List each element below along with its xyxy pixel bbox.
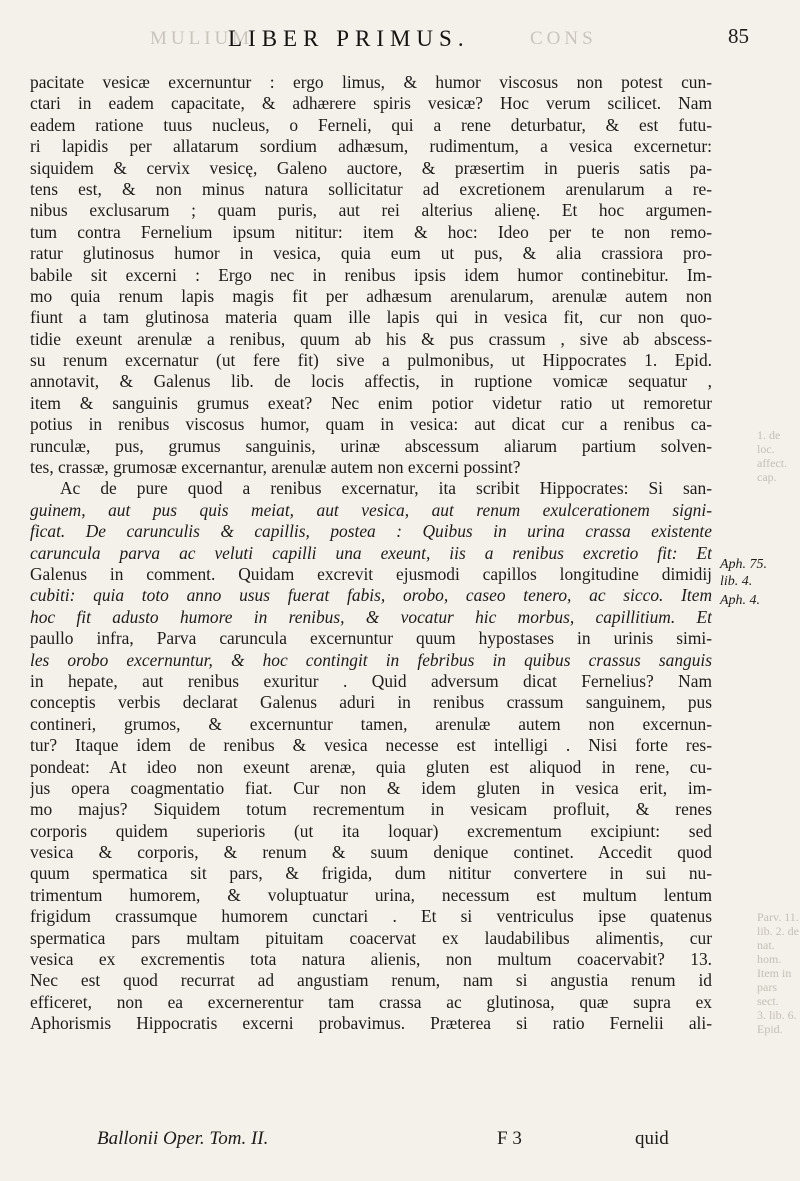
text-line: spermatica pars multam pituitam coacervat ex laudabilibus alimentis, cur [30, 927, 712, 948]
margin-note: lib. 4. [720, 574, 753, 589]
text-line: eadem ratione tuus nucleus, o Ferneli, qui a rene deturbatur, & est futu- [30, 114, 712, 135]
text-line: trimentum humorem, & voluptuatur urina, necessum est multum lentum [30, 884, 712, 905]
bleed-through-header-left: MULIUM [150, 28, 254, 49]
text-line: ri lapidis per allatarum sordium adhæsum, rudimentum, a vesica excernetur: [30, 136, 712, 157]
text-line: vesica ex excrementis tota natura alienis, non multum coacervabit? 13. [30, 949, 712, 970]
text-line: jus opera coagmentatio fiat. Cur non & idem gluten in vesica erit, im- [30, 777, 712, 798]
text-line: pondeat: At ideo non exeunt arenæ, quia gluten est aliquod in rene, cu- [30, 756, 712, 777]
text-line: efficeret, non ea excernerentur tam crassa ac glutinosa, quæ supra ex [30, 991, 712, 1012]
text-line: contineri, grumos, & excernuntur tamen, arenulæ autem non excernun- [30, 713, 712, 734]
marginal-notes [720, 556, 798, 609]
text-line: corporis quidem superioris (ut ita loquar) excrementum excipiunt: sed [30, 820, 712, 841]
text-line: siquidem & cervix vesicę, Galeno auctore, & præsertim in pueris satis pa- [30, 157, 712, 178]
text-line: babile sit excerni : Ergo nec in renibus ipsis idem humor continebitur. Im- [30, 264, 712, 285]
margin-note: Aph. 75. [720, 557, 768, 572]
text-line: runculæ, pus, grumus sanguinis, urinæ abscessum aliarum partium solven- [30, 435, 712, 456]
page-footer [97, 1128, 697, 1154]
text-line: in hepate, aut renibus exuritur . Quid adversum dicat Fernelius? Nam [30, 670, 712, 691]
text-line: ficat. De carunculis & capillis, postea : Quibus in urina crassa existente [30, 521, 712, 542]
text-line: caruncula parva ac veluti capilli una exeunt, iis a renibus excretio fit: Et [30, 542, 712, 563]
text-line: conceptis verbis declarat Galenus aduri in renibus crassum sanguinem, pus [30, 692, 712, 713]
text-line: pacitate vesicæ excernuntur : ergo limus, & humor viscosus non potest cun- [30, 72, 712, 92]
text-line: Galenus in comment. Quidam excrevit ejusmodi capillos longitudine dimidij [30, 563, 712, 584]
text-line: guinem, aut pus quis meiat, aut vesica, aut renum exulcerationem signi- [30, 499, 712, 520]
bleed-through-header-right: CONS [530, 28, 597, 49]
text-line: nibus exclusarum ; quam puris, aut rei alterius alienę. Et hoc argumen- [30, 200, 712, 221]
text-line: cubiti: quia toto anno usus fuerat fabis, orobo, caseo tenero, ac sicco. Item [30, 585, 712, 606]
text-line: mo majus? Siquidem totum recrementum in vesicam profluit, & renes [30, 799, 712, 820]
text-line: tidie exeunt arenulæ a renibus, quum ab his & pus crassum , sive ab abscess- [30, 328, 712, 349]
text-line: potius in renibus viscosus humor, quam in vesica: aut dicat cur a renibus ca- [30, 414, 712, 435]
text-line: quum spermatica sit pars, & frigida, dum nititur convertere in sui nu- [30, 863, 712, 884]
text-line: Ac de pure quod a renibus excernatur, ita scribit Hippocrates: Si san- [60, 478, 712, 499]
footer-signature: Ballonii Oper. Tom. II. [97, 1128, 269, 1149]
margin-note: Aph. 4. [720, 593, 761, 608]
text-line: tes, crassæ, grumosæ excernantur, arenulæ autem non excerni possint? [30, 457, 521, 478]
text-line: Nec est quod recurrat ad angustiam renum, nam si angustia renum id [30, 970, 712, 991]
text-line: hoc fit adusto humore in renibus, & vocatur hic morbus, capillitium. Et [30, 606, 712, 627]
text-line: su renum excernatur (ut fere fit) sive a pulmonibus, ut Hippocrates 1. Epid. [30, 350, 712, 371]
bleed-through-note-top: 1. de loc. affect. cap. [757, 428, 788, 484]
signature-mark: F 3 [497, 1128, 522, 1149]
text-line: ctari in eadem capacitate, & adhærere spiris vesicæ? Hoc verum scilicet. Nam [30, 93, 712, 114]
text-line: les orobo excernuntur, & hoc contingit in febribus in quibus crassus sanguis [30, 649, 712, 670]
text-line: Aphorismis Hippocratis excerni probavimus. Præterea si ratio Fernelii ali- [30, 1013, 712, 1034]
text-line: tur? Itaque idem de renibus & vesica necesse est intelligi . Nisi forte res- [30, 735, 712, 756]
bleed-through-note-bottom: Parv. 11. lib. 2. de nat. hom. Item in pars sect. 3. lib. 6. Epid. [757, 910, 799, 1036]
text-line: item & sanguinis grumus exeat? Nec enim potior videtur ratio ut remoretur [30, 392, 712, 413]
text-line: tens est, & non minus natura sollicitatur ad excretionem arenularum a re- [30, 178, 712, 199]
catchword: quid [635, 1128, 669, 1149]
running-head: LIBER PRIMUS. [228, 26, 470, 51]
body-text [30, 72, 712, 1035]
text-line: frigidum crassumque humorem cunctari . Et si ventriculus ipse quatenus [30, 906, 712, 927]
text-line: mo quia renum lapis magis fit per adhæsum arenularum, arenulæ autem non [30, 285, 712, 306]
page-number: 85 [728, 24, 749, 48]
text-line: paullo infra, Parva caruncula excernuntur quum hypostases in urinis simi- [30, 628, 712, 649]
text-line: fiunt a tam glutinosa materia quam ille lapis qui in vesica fit, cur non quo- [30, 307, 712, 328]
text-line: annotavit, & Galenus lib. de locis affectis, in ruptione vomicæ sequatur , [30, 371, 712, 392]
text-line: vesica & corporis, & renum & suum denique continet. Accedit quod [30, 842, 712, 863]
text-line: tum contra Fernelium ipsum nititur: item & hoc: Ideo per te non remo- [30, 221, 712, 242]
text-line: ratur glutinosus humor in vesica, quia eum ut pus, & alia crassiora pro- [30, 243, 712, 264]
